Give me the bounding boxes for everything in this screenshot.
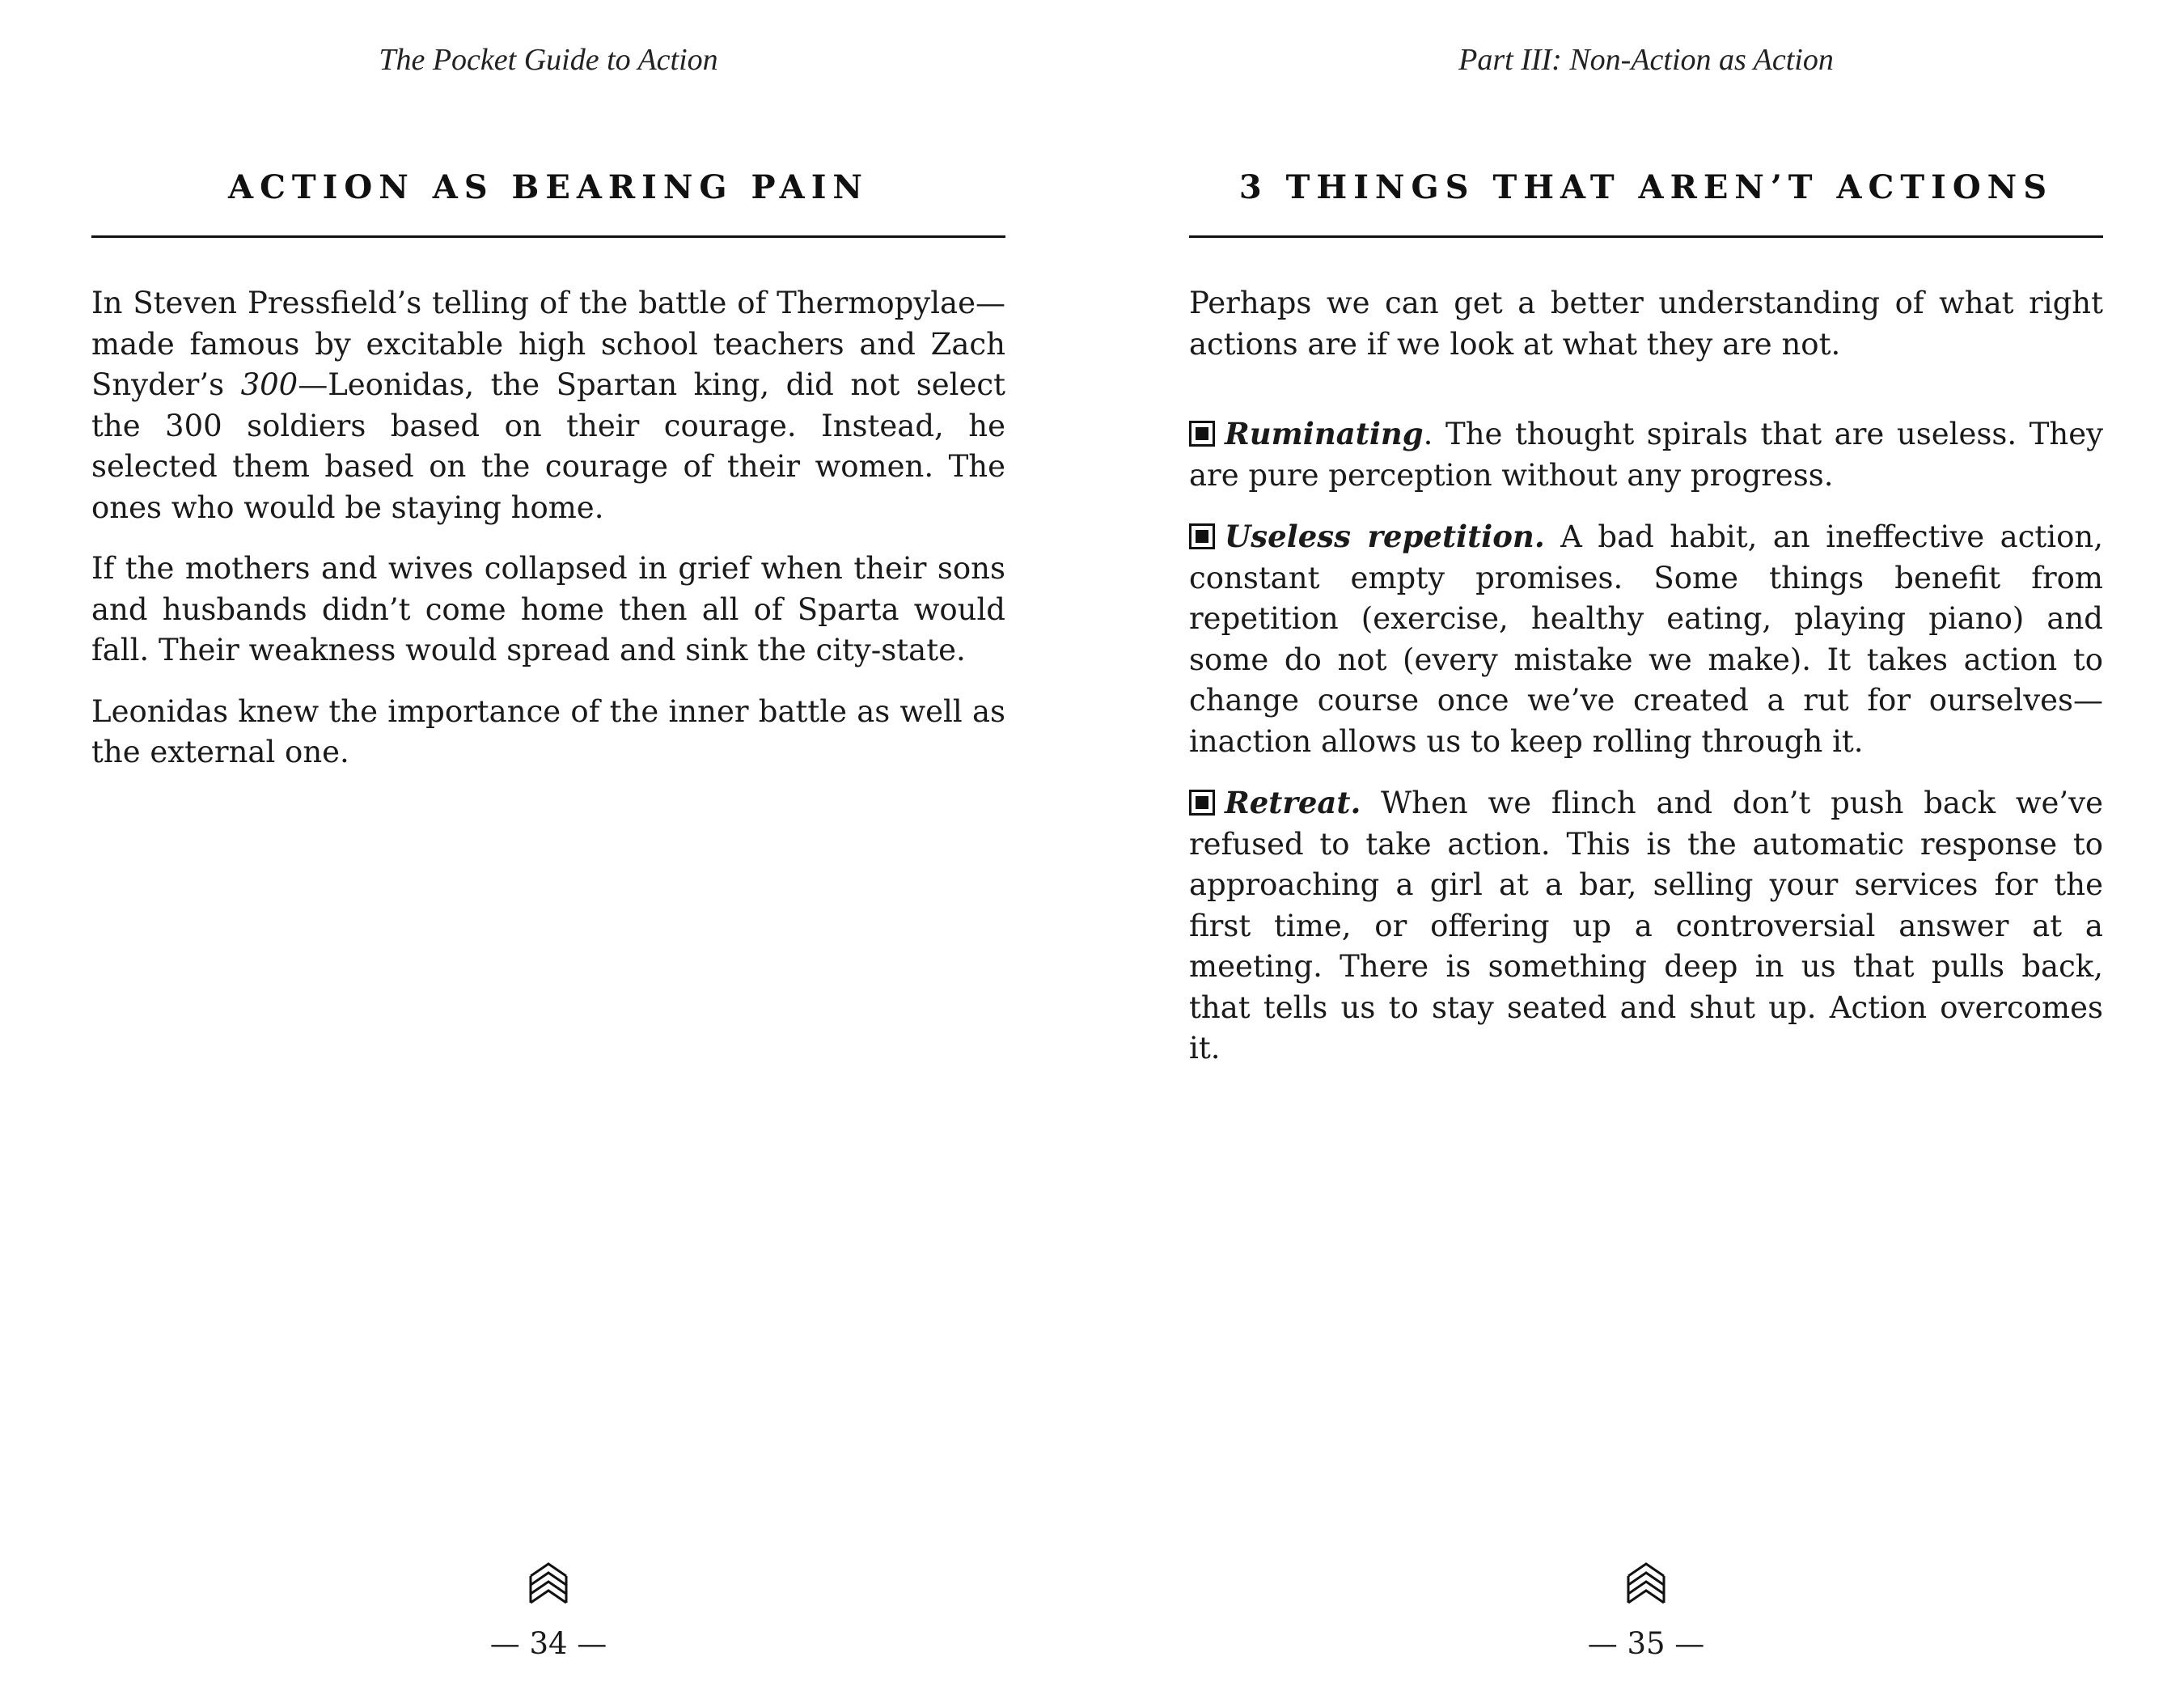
section-title: ACTION AS BEARING PAIN — [228, 168, 869, 206]
chevron-stack-icon — [528, 1561, 569, 1608]
list-item — [1189, 516, 2103, 762]
title-rule — [1189, 235, 2103, 238]
page-number: — 34 — — [489, 1626, 607, 1661]
running-head: The Pocket Guide to Action — [379, 43, 718, 77]
chevron-stack-icon — [1626, 1561, 1666, 1608]
paragraph-text: In Steven Pressfield’s telling of the battle of Thermopylae—made famous by excitable high school teachers and Zach Snyder’s — [91, 286, 1005, 402]
left-page — [91, 0, 1005, 1699]
film-title: 300 — [240, 367, 298, 402]
body-text — [1189, 283, 2103, 1090]
item-text: When we flinch and don’t push back we’ve refused to take action. This is the automatic response to approaching a girl at a bar, selling your services for the first time, or offering up a controversial answer at a meeting. There is something deep in us that pulls back, that tells us to stay seated and shut up. Action overcomes it. — [1189, 786, 2103, 1066]
item-term: Ruminating — [1225, 416, 1424, 451]
item-text: A bad habit, an ineffective action, constant empty promises. Some things benefit from repetition (exercise, healthy eating, playing piano) and some do not (every mistake we make). It takes action to change course once we’ve created a rut for ourselves—inaction allows us to keep rolling through it. — [1189, 519, 2103, 759]
square-bullet-icon — [1189, 523, 1215, 549]
running-head: Part III: Non-Action as Action — [1458, 43, 1834, 77]
item-term: Retreat. — [1225, 785, 1361, 820]
paragraph — [91, 283, 1005, 528]
paragraph-text: —Leonidas, the Spartan king, did not select the 300 soldiers based on their courage. Instead, he selected them based on the courage of their women. The ones who would be staying home. — [91, 367, 1005, 525]
item-text: . The thought spirals that are useless. They are pure perception without any progress. — [1189, 417, 2103, 493]
page-number: — 35 — — [1587, 1626, 1705, 1661]
paragraph: Leonidas knew the importance of the inner battle as well as the external one. — [91, 693, 1005, 769]
paragraph: If the mothers and wives collapsed in grief when their sons and husbands didn’t come home then all of Sparta would fall. Their weakness would spread and sink the city-state. — [91, 551, 1005, 667]
body-text — [91, 283, 1005, 794]
item-term: Useless repetition. — [1225, 519, 1545, 554]
section-title: 3 THINGS THAT AREN’T ACTIONS — [1238, 168, 2054, 206]
intro-paragraph: Perhaps we can get a better understanding of what right actions are if we look at what they are not. — [1189, 286, 2103, 362]
square-bullet-icon — [1189, 421, 1215, 447]
right-page — [1189, 0, 2103, 1699]
square-bullet-icon — [1189, 790, 1215, 816]
title-rule — [91, 235, 1005, 238]
list-item — [1189, 413, 2103, 496]
list-item — [1189, 782, 2103, 1070]
